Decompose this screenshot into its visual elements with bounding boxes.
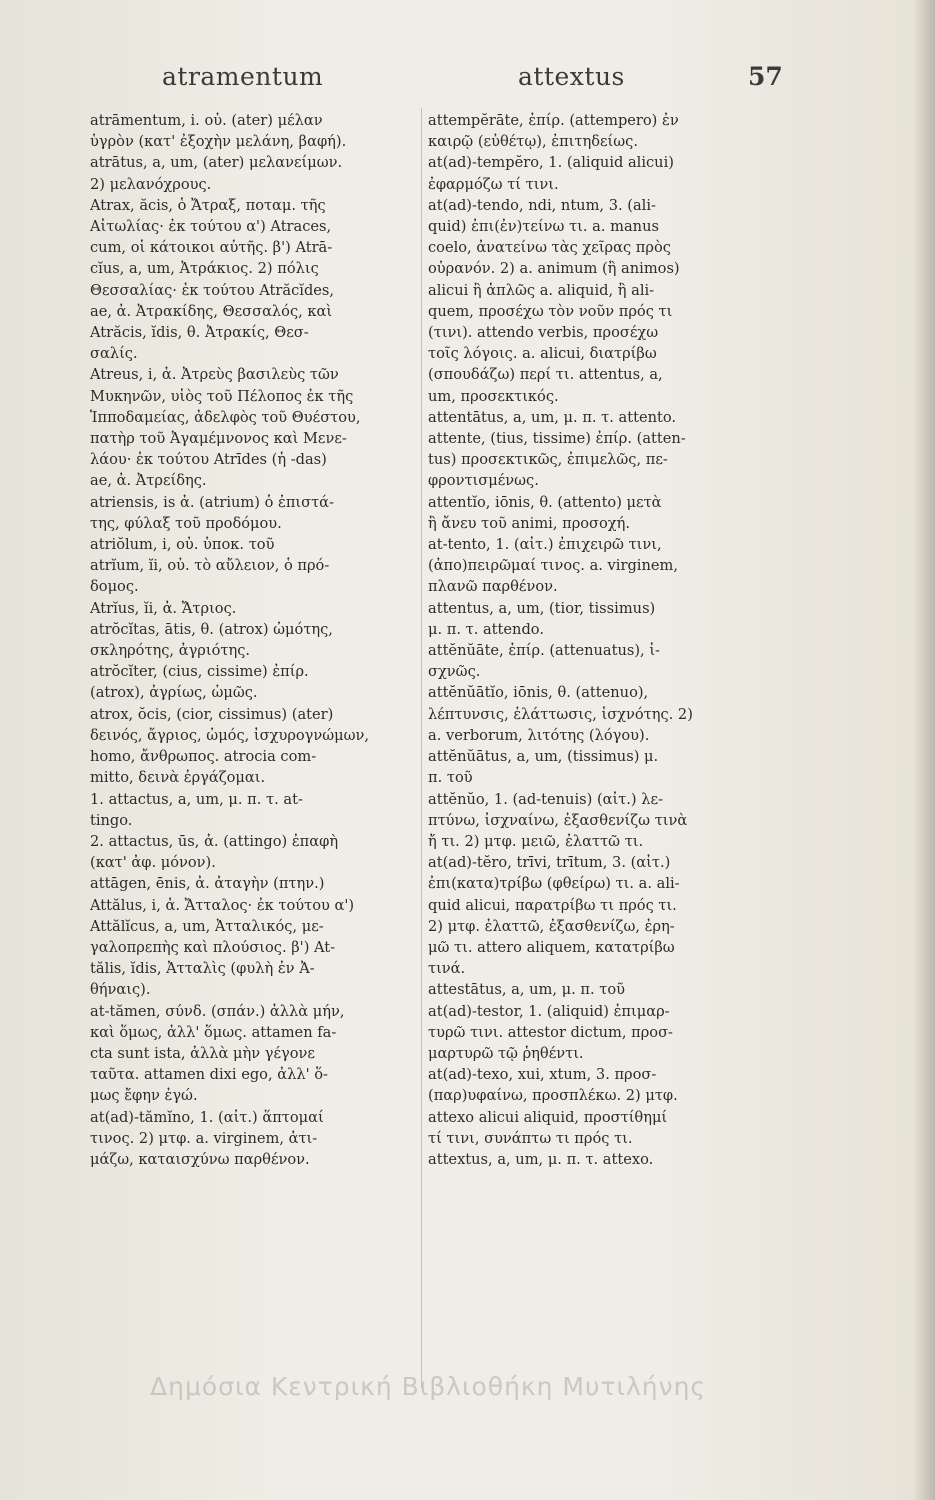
column-divider xyxy=(421,108,422,1388)
dictionary-line: Μυκηνῶν, υἱὸς τοῦ Πέλοπος ἐκ τῆς xyxy=(90,387,354,405)
dictionary-line: (τινι). attendo verbis, προσέχω xyxy=(428,324,659,342)
dictionary-line: ἤ τι. 2) μτφ. μειῶ, ἐλαττῶ τι. xyxy=(428,832,644,850)
dictionary-line: Αἰτωλίας· ἐκ τούτου α') Atraces, xyxy=(90,218,332,236)
dictionary-line: πατὴρ τοῦ Ἀγαμέμνονος καὶ Μενε- xyxy=(90,430,347,448)
dictionary-line: attexo alicui aliquid, προστίθημί xyxy=(428,1108,668,1126)
dictionary-line: Atrăcis, ĭdis, θ. Ἀτρακίς, Θεσ- xyxy=(90,324,309,342)
dictionary-line: της, φύλαξ τοῦ προδόμου. xyxy=(90,514,282,532)
dictionary-line: μῶ τι. attero aliquem, κατατρίβω xyxy=(428,938,675,956)
dictionary-line: mitto, δεινὰ ἐργάζομαι. xyxy=(90,769,266,787)
dictionary-line: (σπουδάζω) περί τι. attentus, a, xyxy=(428,366,663,384)
dictionary-line: 2. attactus, ūs, ἀ. (attingo) ἐπαφὴ xyxy=(90,832,339,850)
dictionary-line: attĕnŭātĭo, iōnis, θ. (attenuo), xyxy=(428,684,649,702)
dictionary-line: Θεσσαλίας· ἐκ τούτου Atrăcĭdes, xyxy=(90,281,335,299)
dictionary-line: φροντισμένως. xyxy=(428,472,539,490)
dictionary-line: πλανῶ παρθένον. xyxy=(428,578,558,596)
dictionary-line: attentus, a, um, (tior, tissimus) xyxy=(428,599,656,617)
dictionary-line: atriensis, is ἀ. (atrium) ὁ ἐπιστά- xyxy=(90,493,334,511)
dictionary-line: atrĭum, ĭi, οὐ. τὸ αὔλειον, ὁ πρό- xyxy=(90,557,330,575)
dictionary-line: Atreus, i, ἀ. Ἀτρεὺς βασιλεὺς τῶν xyxy=(90,366,339,384)
dictionary-line: attĕnŭo, 1. (ad-tenuis) (αἰτ.) λε- xyxy=(428,790,664,808)
dictionary-line: attĕnŭāte, ἐπίρ. (attenuatus), ἰ- xyxy=(428,642,660,660)
dictionary-line: σκληρότης, ἀγριότης. xyxy=(90,642,251,660)
dictionary-line: cĭus, a, um, Ἀτράκιος. 2) πόλις xyxy=(90,260,319,278)
page-edge-shadow xyxy=(913,0,935,1500)
dictionary-line: Atrĭus, ĭi, ἀ. Ἄτριος. xyxy=(90,599,237,617)
dictionary-line: at(ad)-texo, xui, xtum, 3. προσ- xyxy=(428,1066,657,1084)
dictionary-line: σαλίς. xyxy=(90,345,138,363)
running-header xyxy=(0,62,935,102)
dictionary-line: 1. attactus, a, um, μ. π. τ. at- xyxy=(90,790,303,808)
dictionary-line: at(ad)-tămĭno, 1. (αἰτ.) ἅπτομαί xyxy=(90,1108,324,1126)
dictionary-line: πτύνω, ἰσχναίνω, ἐξασθενίζω τινὰ xyxy=(428,811,688,829)
dictionary-line: um, προσεκτικός. xyxy=(428,387,559,405)
dictionary-line: (atrox), ἀγρίως, ὠμῶς. xyxy=(90,684,258,702)
dictionary-line: homo, ἄνθρωπος. atrocia com- xyxy=(90,748,317,766)
dictionary-line: τί τινι, συνάπτω τι πρός τι. xyxy=(428,1129,633,1147)
dictionary-line: (ἀπο)πειρῶμαί τινος. a. virginem, xyxy=(428,557,678,575)
dictionary-line: atrātus, a, um, (ater) μελανείμων. xyxy=(90,154,343,172)
dictionary-line: λάου· ἐκ τούτου Atrīdes (ἡ -das) xyxy=(90,451,327,469)
dictionary-line: at-tămen, σύνδ. (σπάν.) ἀλλὰ μήν, xyxy=(90,1002,345,1020)
dictionary-line: attĕnŭātus, a, um, (tissimus) μ. xyxy=(428,748,659,766)
library-watermark: Δημόσια Κεντρική Βιβλιοθήκη Μυτιλήνης xyxy=(150,1372,707,1401)
dictionary-line: 2) μτφ. ἐλαττῶ, ἐξασθενίζω, ἐρη- xyxy=(428,917,675,935)
dictionary-line: σχνῶς. xyxy=(428,663,481,681)
dictionary-line: γαλοπρεπὴς καὶ πλούσιος. β') At- xyxy=(90,938,336,956)
dictionary-line: μάζω, καταισχύνω παρθένον. xyxy=(90,1150,310,1168)
dictionary-line: quem, προσέχω τὸν νοῦν πρός τι xyxy=(428,302,673,320)
dictionary-line: οὐρανόν. 2) a. animum (ἢ animos) xyxy=(428,260,680,278)
dictionary-line: Ἱπποδαμείας, ἀδελφὸς τοῦ Θυέστου, xyxy=(90,408,361,426)
dictionary-line: at-tento, 1. (αἰτ.) ἐπιχειρῶ τινι, xyxy=(428,536,662,554)
dictionary-line: attentātus, a, um, μ. π. τ. attento. xyxy=(428,408,677,426)
dictionary-line: δομος. xyxy=(90,578,139,596)
dictionary-line: (παρ)υφαίνω, προσπλέκω. 2) μτφ. xyxy=(428,1087,678,1105)
dictionary-line: tus) προσεκτικῶς, ἐπιμελῶς, πε- xyxy=(428,451,668,469)
dictionary-line: (κατ' ἀφ. μόνον). xyxy=(90,854,216,872)
dictionary-line: atrŏcĭtas, ātis, θ. (atrox) ὠμότης, xyxy=(90,620,333,638)
dictionary-line: attentĭo, iōnis, θ. (attento) μετὰ xyxy=(428,493,662,511)
dictionary-line: ὑγρὸν (κατ' ἐξοχὴν μελάνη, βαφή). xyxy=(90,133,347,151)
dictionary-line: tălis, ĭdis, Ἀτταλὶς (φυλὴ ἐν Ἀ- xyxy=(90,960,315,978)
dictionary-line: λέπτυνσις, ἐλάττωσις, ἰσχνότης. 2) xyxy=(428,705,693,723)
dictionary-line: τινά. xyxy=(428,960,466,978)
dictionary-line: καὶ ὅμως, ἀλλ' ὅμως. attamen fa- xyxy=(90,1023,337,1041)
dictionary-line: atrox, ŏcis, (cior, cissimus) (ater) xyxy=(90,705,334,723)
dictionary-line: θήναις). xyxy=(90,981,151,999)
dictionary-line: attextus, a, um, μ. π. τ. attexo. xyxy=(428,1150,654,1168)
left-column xyxy=(90,110,418,1170)
dictionary-line: ἐπι(κατα)τρίβω (φθείρω) τι. a. ali- xyxy=(428,875,680,893)
dictionary-line: ἢ ἄνευ τοῦ animi, προσοχή. xyxy=(428,514,631,532)
dictionary-line: ae, ἀ. Ἀτρακίδης, Θεσσαλός, καὶ xyxy=(90,302,333,320)
dictionary-line: ταῦτα. attamen dixi ego, ἀλλ' ὅ- xyxy=(90,1066,328,1084)
dictionary-line: Atrax, ăcis, ὁ Ἄτραξ, ποταμ. τῆς xyxy=(90,196,326,214)
dictionary-line: Attălus, i, ἀ. Ἄτταλος· ἐκ τούτου α') xyxy=(90,896,355,914)
dictionary-line: at(ad)-tempĕro, 1. (aliquid alicui) xyxy=(428,154,674,172)
dictionary-line: cta sunt ista, ἀλλὰ μὴν γέγονε xyxy=(90,1044,315,1062)
dictionary-line: μως ἔφην ἐγώ. xyxy=(90,1087,198,1105)
dictionary-line: attempĕrāte, ἐπίρ. (attempero) ἐν xyxy=(428,112,679,129)
dictionary-line: 2) μελανόχρους. xyxy=(90,175,212,193)
dictionary-line: tingo. xyxy=(90,811,133,829)
dictionary-line: τοῖς λόγοις. a. alicui, διατρίβω xyxy=(428,345,657,363)
dictionary-line: Attălĭcus, a, um, Ἀτταλικός, με- xyxy=(90,917,324,935)
dictionary-line: atriŏlum, i, οὐ. ὑποκ. τοῦ xyxy=(90,536,275,554)
dictionary-line: μαρτυρῶ τῷ ῥηθέντι. xyxy=(428,1044,584,1062)
header-left-word: atramentum xyxy=(162,62,324,91)
dictionary-line: alicui ἢ ἁπλῶς a. aliquid, ἢ ali- xyxy=(428,281,655,299)
page-number: 57 xyxy=(748,62,783,91)
dictionary-line: ἐφαρμόζω τί τινι. xyxy=(428,175,559,193)
dictionary-line: atrāmentum, i. οὐ. (ater) μέλαν xyxy=(90,112,323,129)
dictionary-line: καιρῷ (εὐθέτῳ), ἐπιτηδείως. xyxy=(428,133,638,151)
dictionary-line: attente, (tius, tissime) ἐπίρ. (atten- xyxy=(428,430,686,448)
dictionary-line: ae, ἀ. Ἀτρείδης. xyxy=(90,472,207,490)
dictionary-line: atrŏcĭter, (cius, cissime) ἐπίρ. xyxy=(90,663,309,681)
dictionary-line: π. τοῦ xyxy=(428,769,473,787)
dictionary-line: coelo, ἀνατείνω τὰς χεῖρας πρὸς xyxy=(428,239,671,257)
dictionary-line: at(ad)-testor, 1. (aliquid) ἐπιμαρ- xyxy=(428,1002,670,1020)
dictionary-line: μ. π. τ. attendo. xyxy=(428,620,544,638)
dictionary-line: δεινός, ἄγριος, ὠμός, ἰσχυρογνώμων, xyxy=(90,726,370,744)
dictionary-line: at(ad)-tĕro, trīvi, trītum, 3. (αἰτ.) xyxy=(428,854,671,872)
dictionary-line: at(ad)-tendo, ndi, ntum, 3. (ali- xyxy=(428,196,656,214)
right-column xyxy=(428,110,798,1170)
dictionary-line: cum, οἱ κάτοικοι αὐτῆς. β') Atrā- xyxy=(90,239,333,257)
dictionary-line: a. verborum, λιτότης (λόγου). xyxy=(428,726,650,744)
dictionary-line: τινος. 2) μτφ. a. virginem, ἀτι- xyxy=(90,1129,318,1147)
dictionary-line: attestātus, a, um, μ. π. τοῦ xyxy=(428,981,626,999)
dictionary-line: τυρῶ τινι. attestor dictum, προσ- xyxy=(428,1023,673,1041)
header-right-word: attextus xyxy=(518,62,625,91)
dictionary-line: quid) ἐπι(ἐν)τείνω τι. a. manus xyxy=(428,218,659,236)
dictionary-line: quid alicui, παρατρίβω τι πρός τι. xyxy=(428,896,677,914)
dictionary-line: attāgen, ēnis, ἀ. ἀταγὴν (πτην.) xyxy=(90,875,325,893)
